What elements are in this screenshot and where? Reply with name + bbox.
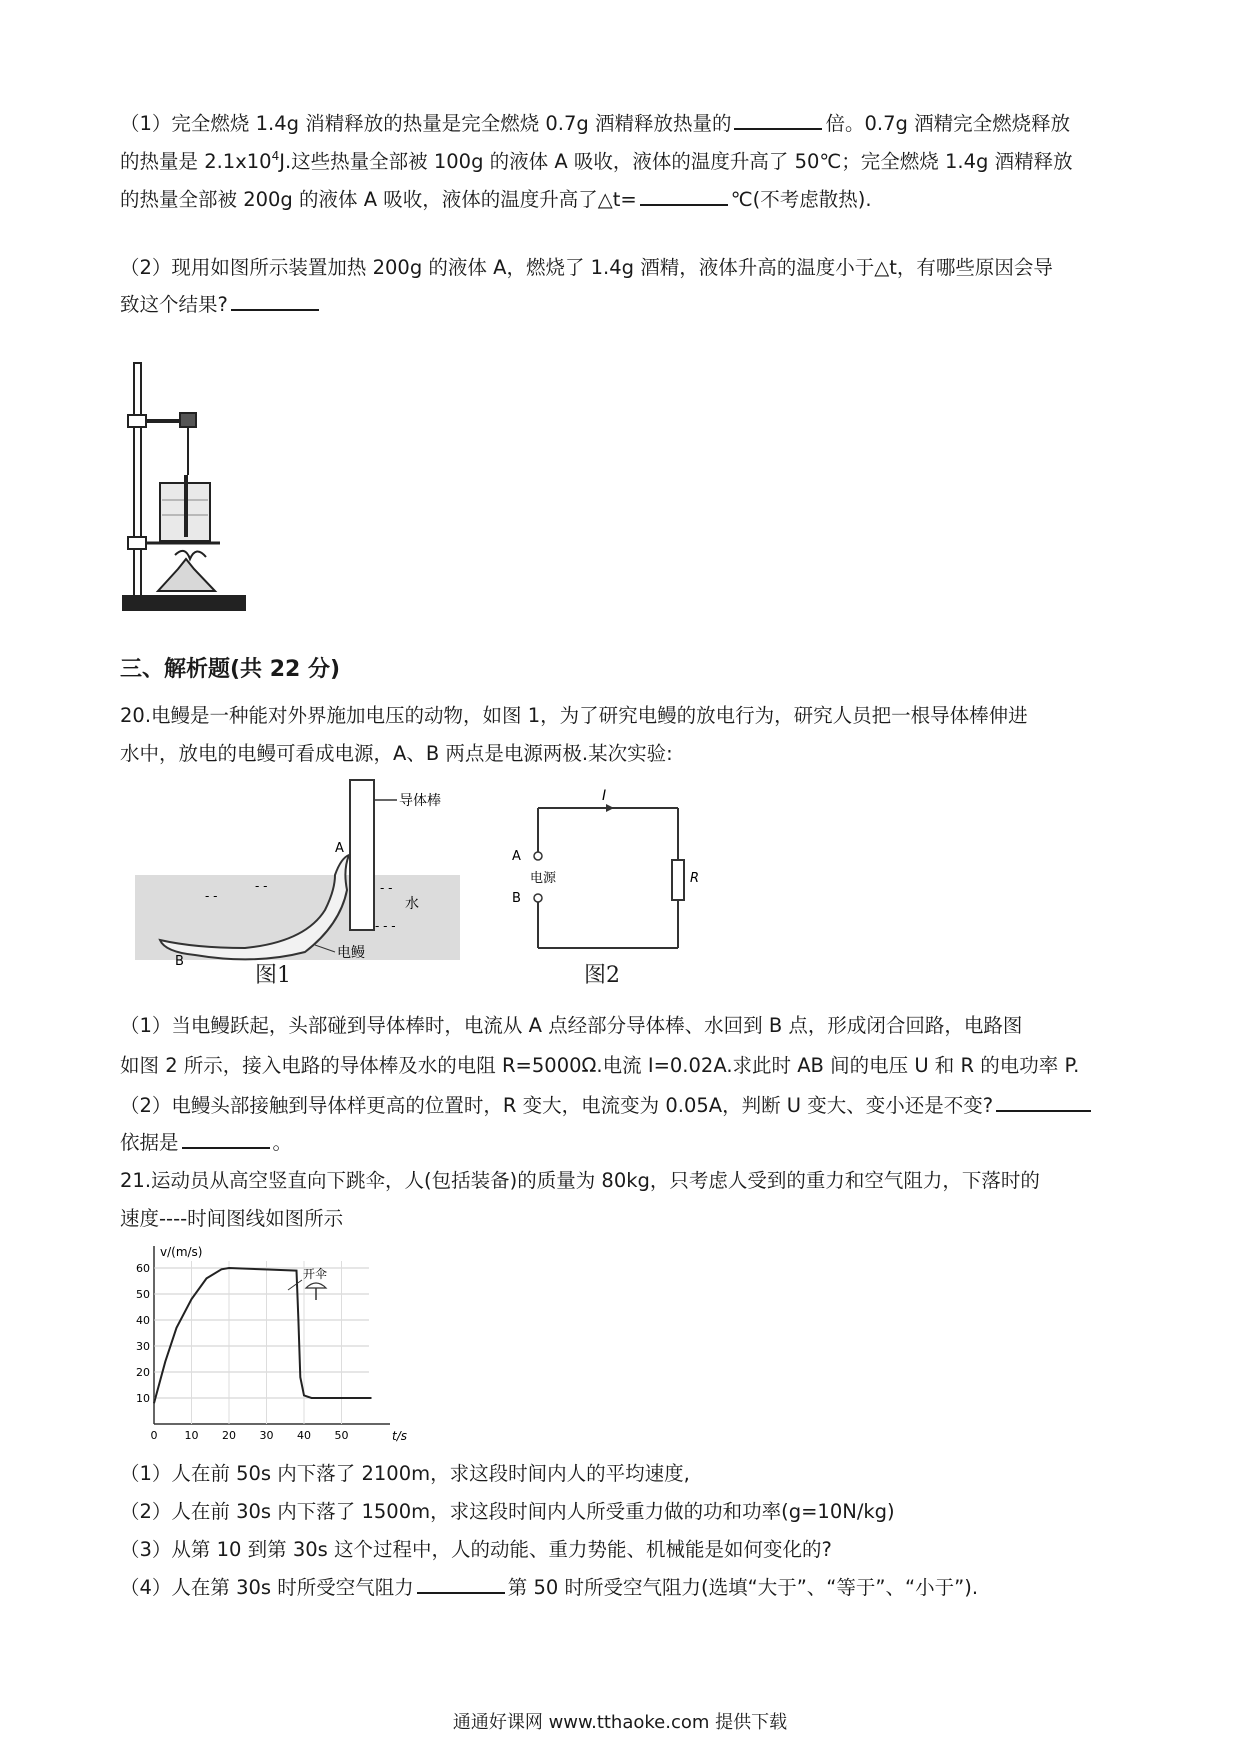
eel-figure xyxy=(135,780,465,985)
page-footer: 通通好课网 www.tthaoke.com 提供下载 xyxy=(452,1712,788,1733)
source-label: 电源 xyxy=(530,871,557,886)
x-tick-label: 10 xyxy=(184,1429,199,1442)
answer-blank[interactable] xyxy=(231,289,319,311)
q20-sub1-line1: （1）当电鳗跃起，头部碰到导体棒时，电流从 A 点经部分导体棒、水回到 B 点，形成闭合回路，电路图 xyxy=(120,1014,1023,1037)
svg-text:- -: - - xyxy=(255,879,268,893)
answer-blank[interactable] xyxy=(417,1572,505,1594)
q20-text: 。 xyxy=(272,1131,293,1154)
parachute-annotation xyxy=(288,1267,327,1300)
q20-intro-line1: 20.电鳗是一种能对外界施加电压的动物，如图 1，为了研究电鳗的放电行为，研究人员把一根导体棒伸进 xyxy=(120,704,1028,727)
y-tick-label: 30 xyxy=(136,1340,150,1353)
point-a-label: A xyxy=(512,849,521,864)
heating-apparatus-figure xyxy=(120,355,280,625)
q21-sub3: （3）从第 10 到第 30s 这个过程中，人的动能、重力势能、机械能是如何变化的? xyxy=(120,1538,832,1561)
q21-text: （4）人在第 30s 时所受空气阻力 xyxy=(120,1576,414,1599)
y-tick-label: 50 xyxy=(136,1288,150,1301)
q19-text: 的热量全部被 200g 的液体 A 吸收，液体的温度升高了△t= xyxy=(120,188,637,211)
q20-text: （2）电鳗头部接触到导体样更高的位置时，R 变大，电流变为 0.05A，判断 U 变大、变小还是不变? xyxy=(120,1094,994,1117)
q19-text: 的热量是 2.1x10 xyxy=(120,150,272,173)
resistor-label: R xyxy=(690,871,700,886)
water-label: 水 xyxy=(405,896,419,912)
q19-text: J.这些热量全部被 100g 的液体 A 吸收，液体的温度升高了 50℃；完全燃烧 1.4g 酒精释放 xyxy=(279,150,1073,173)
point-b-label: B xyxy=(512,891,521,906)
x-tick-label: 30 xyxy=(259,1429,274,1442)
circuit-figure xyxy=(498,790,698,960)
q19-part2-line1: （2）现用如图所示装置加热 200g 的液体 A，燃烧了 1.4g 酒精，液体升高的温度小于△t，有哪些原因会导 xyxy=(120,256,1053,279)
q19-part1-line1 xyxy=(120,108,1070,136)
q19-text: ℃(不考虑散热). xyxy=(730,188,872,211)
answer-blank[interactable] xyxy=(182,1127,270,1149)
svg-text:- -: - - xyxy=(380,881,393,895)
q21-intro-line2: 速度----时间图线如图所示 xyxy=(120,1207,344,1230)
y-tick-label: 10 xyxy=(136,1392,150,1405)
x-tick-label: 40 xyxy=(297,1429,311,1442)
q20-sub1-line2: 如图 2 所示，接入电路的导体棒及水的电阻 R=5000Ω.电流 I=0.02A.求此时 AB 间的电压 U 和 R 的电功率 P. xyxy=(120,1054,1080,1077)
q20-text: 依据是 xyxy=(120,1131,179,1154)
figure2-caption: 图2 xyxy=(584,963,620,988)
answer-blank[interactable] xyxy=(734,108,822,130)
annotation-label: 开伞 xyxy=(303,1267,328,1281)
x-tick-label: 0 xyxy=(150,1429,158,1442)
figure1-caption: 图1 xyxy=(255,963,291,988)
answer-blank[interactable] xyxy=(640,184,728,206)
y-tick-label: 40 xyxy=(136,1314,150,1327)
q19-part1-line2 xyxy=(120,146,1073,174)
svg-text:- - -: - - - xyxy=(375,919,396,933)
q21-sub2: （2）人在前 30s 内下落了 1500m，求这段时间内人所受重力做的功和功率(g=10N/kg) xyxy=(120,1500,895,1523)
q19-text: （1）完全燃烧 1.4g 消精释放的热量是完全燃烧 0.7g 酒精释放热量的 xyxy=(120,112,732,135)
answer-blank[interactable] xyxy=(996,1090,1091,1112)
eel-label: 电鳗 xyxy=(337,945,365,961)
q20-intro-line2: 水中，放电的电鳗可看成电源，A、B 两点是电源两极.某次实验: xyxy=(120,742,673,765)
q21-text: 第 50 时所受空气阻力(选填“大于”、“等于”、“小于”). xyxy=(507,1576,979,1599)
q20-sub2-line1 xyxy=(120,1090,1094,1118)
q21-sub4 xyxy=(120,1572,978,1600)
y-axis-label: v/(m/s) xyxy=(160,1245,203,1259)
x-axis-label: t/s xyxy=(392,1429,407,1443)
q21-intro-line1: 21.运动员从高空竖直向下跳伞，人(包括装备)的质量为 80kg，只考虑人受到的重力和空气阻力，下落时的 xyxy=(120,1169,1040,1192)
q20-sub2-line2 xyxy=(120,1127,292,1155)
velocity-series-line xyxy=(154,1268,372,1403)
q21-sub1: （1）人在前 50s 内下落了 2100m，求这段时间内人的平均速度, xyxy=(120,1462,690,1485)
q19-part1-line3 xyxy=(120,184,872,212)
x-tick-label: 50 xyxy=(334,1429,349,1442)
point-b-label: B xyxy=(175,954,184,969)
point-a-label: A xyxy=(335,841,344,856)
q19-part2-line2 xyxy=(120,289,322,317)
y-tick-label: 60 xyxy=(136,1262,150,1275)
svg-text:- -: - - xyxy=(205,889,218,903)
section-title: 三、解析题(共 22 分) xyxy=(120,657,341,682)
y-tick-label: 20 xyxy=(136,1366,150,1379)
x-tick-label: 20 xyxy=(222,1429,236,1442)
exponent: 4 xyxy=(271,149,280,163)
parachute-icon xyxy=(306,1283,326,1288)
q19-text: 倍。0.7g 酒精完全燃烧释放 xyxy=(825,112,1071,135)
q19-text: 致这个结果? xyxy=(120,293,228,316)
current-label: I xyxy=(602,788,607,804)
rod-label: 导体棒 xyxy=(399,793,441,809)
velocity-time-chart xyxy=(120,1238,420,1448)
